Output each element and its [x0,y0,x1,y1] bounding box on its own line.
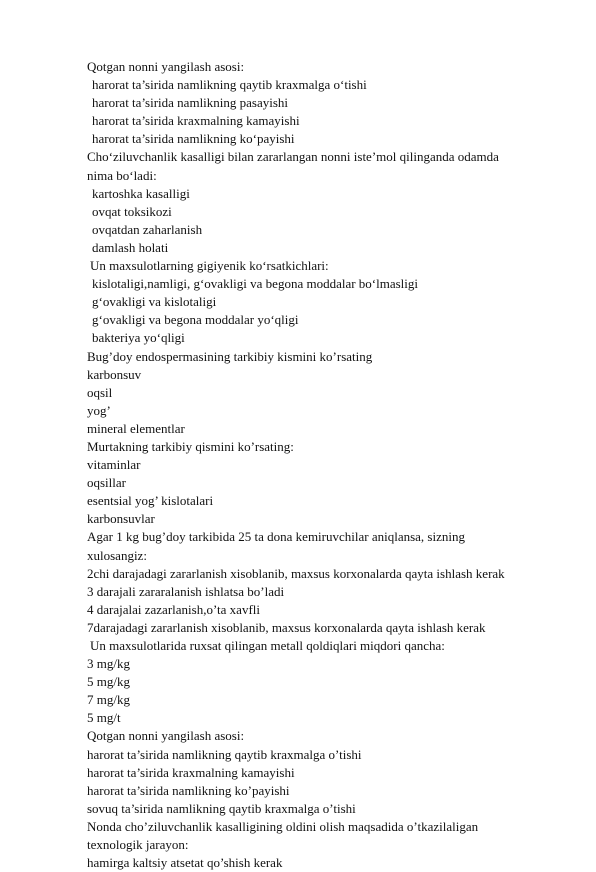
text-line: harorat ta’sirida namlikning qaytib kraxmalga o‘tishi [92,77,367,93]
text-line: ovqat toksikozi [92,203,172,219]
text-line: 3 darajali zararalanish ishlatsa bo’ladi [87,583,285,599]
text-line: 5 mg/kg [87,674,130,690]
text-line: ovqatdan zaharlanish [92,221,203,237]
text-line: Murtakning tarkibiy qismini ko’rsating: [87,438,294,454]
text-line: xulosangiz: [87,547,147,563]
text-line: damlash holati [92,239,169,255]
text-line: bakteriya yo‘qligi [92,330,185,346]
text-line: hamirga kaltsiy atsetat qo’shish kerak [87,855,283,871]
text-line: Qotgan nonni yangilash asosi: [87,728,245,744]
text-line: 2chi darajadagi zararlanish xisoblanib, maxsus korxonalarda qayta ishlash kerak [87,565,505,581]
text-line: 5 mg/t [87,710,121,726]
text-line: kislotaligi,namligi, g‘ovakligi va begona moddalar bo‘lmasligi [92,276,419,292]
text-line: kartoshka kasalligi [92,185,190,201]
text-line: harorat ta’sirida kraxmalning kamayishi [87,764,295,780]
text-line: Bug’doy endospermasining tarkibiy kismini ko’rsating [87,348,373,364]
text-line: harorat ta’sirida namlikning ko‘payishi [92,131,295,147]
text-line: harorat ta’sirida kraxmalning kamayishi [92,113,300,129]
document-body [87,58,557,872]
text-line: harorat ta’sirida namlikning ko’payishi [87,782,290,798]
text-line: mineral elementlar [87,420,185,436]
text-line: karbonsuvlar [87,511,155,527]
text-line: g‘ovakligi va kislotaligi [92,294,217,310]
text-line: texnologik jarayon: [87,837,189,853]
text-line: esentsial yog’ kislotalari [87,493,214,509]
text-line: 7 mg/kg [87,692,130,708]
text-line: yog’ [87,402,111,418]
text-line: Nonda cho’ziluvchanlik kasalligining oldini olish maqsadida o’tkazilaligan [87,818,479,834]
text-line: 4 darajalai zazarlanish,o’ta xavfli [87,601,261,617]
text-line: Un maxsulotlarida ruxsat qilingan metall qoldiqlari miqdori qancha: [90,638,445,653]
text-line: g‘ovakligi va begona moddalar yo‘qligi [92,312,299,328]
text-line: harorat ta’sirida namlikning pasayishi [92,95,289,111]
text-line: Un maxsulotlarning gigiyenik ko‘rsatkichlari: [90,258,329,274]
text-line: 3 mg/kg [87,656,130,672]
text-line: vitaminlar [87,457,141,473]
text-line: oqsillar [87,475,126,491]
text-line: oqsil [87,384,113,400]
text-line: 7darajadagi zararlanish xisoblanib, maxsus korxonalarda qayta ishlash kerak [87,619,486,635]
text-line: nima bo‘ladi: [87,167,157,183]
text-line: karbonsuv [87,366,142,382]
text-line: Cho‘ziluvchanlik kasalligi bilan zararlangan nonni iste’mol qilinganda odamda [87,149,499,165]
text-line: Qotgan nonni yangilash asosi: [87,59,245,74]
text-line: harorat ta’sirida namlikning qaytib kraxmalga o’tishi [87,746,362,762]
text-line: Agar 1 kg bug’doy tarkibida 25 ta dona kemiruvchilar aniqlansa, sizning [87,529,465,545]
text-line: sovuq ta’sirida namlikning qaytib kraxmalga o’tishi [87,800,356,816]
